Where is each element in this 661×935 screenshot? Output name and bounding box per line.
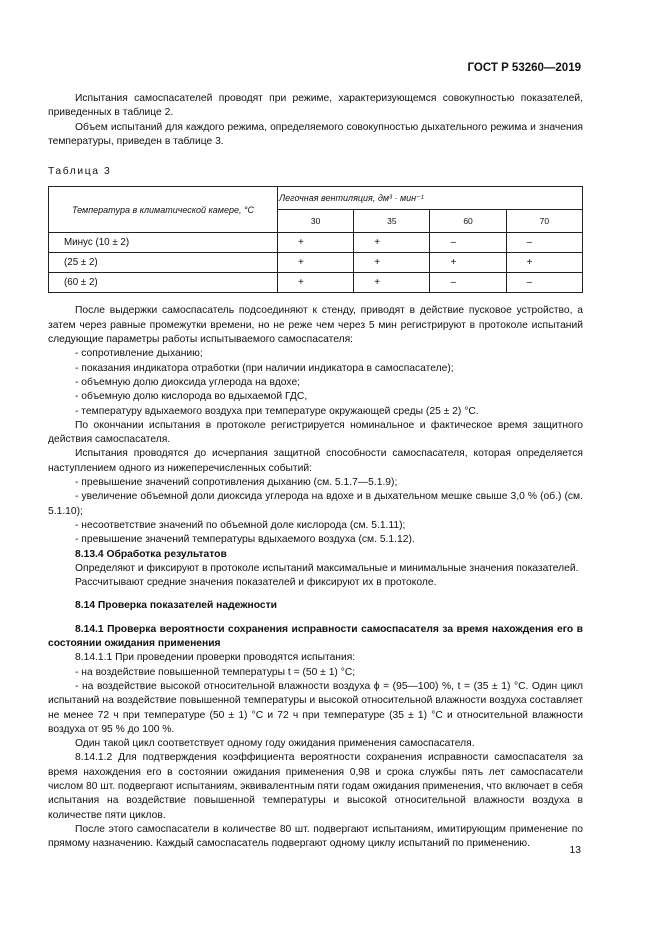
paragraph: По окончании испытания в протоколе регистрируется номинальное и фактическое время защитного действия самоспасателя. <box>48 419 583 446</box>
table-row <box>49 233 583 253</box>
intro-paragraph-2: Объем испытаний для каждого режима, определяемого совокупностью дыхательного режима и значения температуры, приведен в таблице 3. <box>48 121 583 147</box>
test-volume-table <box>48 186 583 293</box>
table-cell: + <box>430 253 506 273</box>
document-body <box>48 92 583 851</box>
list-item: - превышение значений температуры вдыхаемого воздуха (см. 5.1.12). <box>75 534 415 546</box>
procedure-paragraph: После выдержки самоспасатель подсоединяют к стенду, приводят в действие пусковое устройство, а затем через равные промежутки времени, но не реже чем через 5 мин регистрируют в протоколе испытаний следующие параметры работы испытываемого самоспасателя: <box>48 305 583 346</box>
table-cell: + <box>354 253 430 273</box>
table-label: Таблица 3 <box>48 166 112 178</box>
table-cell: – <box>506 233 582 253</box>
list-item: - увеличение объемной доли диоксида углерода на вдохе и в дыхательном мешке свыше 3,0 % (об.) (см. 5.1.10); <box>48 491 583 517</box>
ventilation-group-header: Легочная вентиляция, дм³ · мин⁻¹ <box>278 187 583 210</box>
list-item: - несоответствие значений по объемной доле кислорода (см. 5.1.11); <box>75 519 406 531</box>
list-item: - показания индикатора отработки (при наличии индикатора в самоспасателе); <box>75 362 454 374</box>
row-condition: (60 ± 2) <box>49 273 278 293</box>
table-cell: + <box>354 273 430 293</box>
column-header: 35 <box>354 210 430 233</box>
paragraph: 8.14.1.2 Для подтверждения коэффициента вероятности сохранения исправности самоспасателя за время нахождения его в состоянии ожидания применения 0,98 и срока службы пять лет самоспасатели числом 80 шт. подвергают испытаниям, эквивалентным пяти годам ожидания применения, что включает в себя испытания на воздействие повышенной температуры и высокой относительной влажности воздуха в количестве пяти циклов. <box>48 752 583 821</box>
list-item: - превышение значений сопротивления дыханию (см. 5.1.7—5.1.9); <box>75 477 398 489</box>
table-cell: – <box>430 233 506 253</box>
page-number: 13 <box>569 845 581 856</box>
section-heading-8-14: 8.14 Проверка показателей надежности <box>75 600 277 612</box>
intro-paragraph-1: Испытания самоспасателей проводят при режиме, характеризующемся совокупностью показателей, приведенных в таблице 2. <box>48 93 583 119</box>
section-heading-8-13-4: 8.13.4 Обработка результатов <box>75 548 227 560</box>
table-header-row <box>49 187 583 210</box>
table-cell: + <box>506 253 582 273</box>
list-item: - на воздействие высокой относительной влажности воздуха ϕ = (95—100) %, t = (35 ± 1) °С. Один цикл испытаний на воздействие повышенной температуры и высокой относительной влажности воздуха составляет не менее 72 ч при температуре (50 ± 1) °С и 72 ч при температуре (35 ± 1) °С и относительной влажности воздуха от 95 % до 100 %. <box>48 680 583 735</box>
paragraph: 8.14.1.1 При проведении проверки проводятся испытания: <box>75 652 356 664</box>
row-condition: Минус (10 ± 2) <box>49 233 278 253</box>
temperature-column-header: Температура в климатической камере, °С <box>49 187 278 233</box>
list-item: - сопротивление дыханию; <box>75 348 203 360</box>
list-item: - объемную долю диоксида углерода на вдохе; <box>75 376 301 388</box>
column-header: 60 <box>430 210 506 233</box>
paragraph: Один такой цикл соответствует одному году ожидания применения самоспасателя. <box>75 738 475 750</box>
paragraph: Испытания проводятся до исчерпания защитной способности самоспасателя, которая определяется наступлением одного из нижеперечисленных событий: <box>48 448 583 474</box>
paragraph: Определяют и фиксируют в протоколе испытаний максимальные и минимальные значения показателей. <box>75 562 579 574</box>
column-header: 70 <box>506 210 582 233</box>
paragraph: Рассчитывают средние значения показателей и фиксируют их в протоколе. <box>75 577 437 589</box>
table-cell: + <box>278 273 354 293</box>
paragraph: После этого самоспасатели в количестве 80 шт. подвергают испытаниям, имитирующим применение по прямому назначению. Каждый самоспасатель подвергают одному циклу испытаний по применению. <box>48 823 583 850</box>
table-row <box>49 273 583 293</box>
table-cell: – <box>430 273 506 293</box>
table-cell: + <box>278 253 354 273</box>
list-item: - объемную долю кислорода во вдыхаемой ГДС, <box>75 391 308 403</box>
table-row <box>49 253 583 273</box>
document-header: ГОСТ Р 53260—2019 <box>467 62 581 74</box>
table-cell: + <box>354 233 430 253</box>
list-item: - на воздействие повышенной температуры t = (50 ± 1) °С; <box>75 666 356 678</box>
column-header: 30 <box>278 210 354 233</box>
table-cell: + <box>278 233 354 253</box>
row-condition: (25 ± 2) <box>49 253 278 273</box>
table-cell: – <box>506 273 582 293</box>
section-heading-8-14-1: 8.14.1 Проверка вероятности сохранения исправности самоспасателя за время нахождения его в состоянии ожидания применения <box>48 623 583 650</box>
list-item: - температуру вдыхаемого воздуха при температуре окружающей среды (25 ± 2) °С. <box>75 405 479 417</box>
